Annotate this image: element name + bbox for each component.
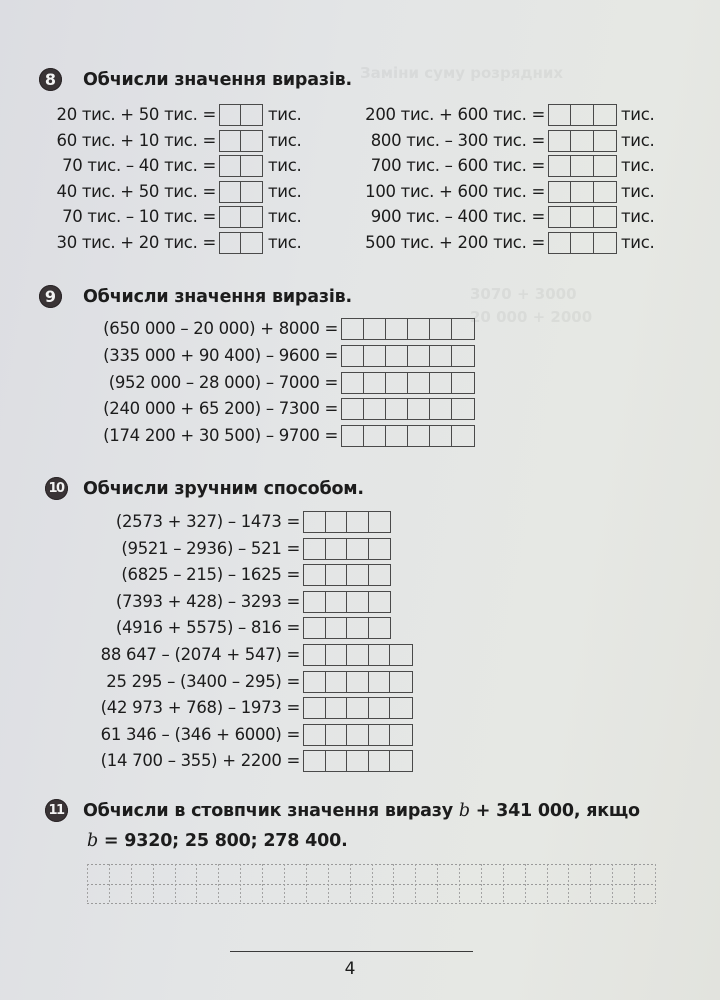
unit-label: тис. <box>268 181 302 201</box>
answer-digit-cell[interactable] <box>571 131 593 151</box>
answer-digit-cell[interactable] <box>326 672 348 692</box>
answer-digit-cell[interactable] <box>347 592 369 612</box>
answer-box[interactable] <box>341 425 475 447</box>
answer-digit-cell[interactable] <box>594 207 616 227</box>
bleed-through-text: Заміни суму розрядних <box>360 64 563 82</box>
expression-text: 800 тис. – 300 тис. = <box>370 130 545 150</box>
answer-digit-cell[interactable] <box>304 565 326 585</box>
expression-text: (7393 + 428) – 3293 = <box>115 591 300 611</box>
expression-text: (174 200 + 30 500) – 9700 = <box>103 426 338 446</box>
expression-text: (6825 – 215) – 1625 = <box>121 565 300 585</box>
answer-digit-cell[interactable] <box>241 131 262 151</box>
answer-digit-cell[interactable] <box>594 233 616 253</box>
answer-digit-cell[interactable] <box>594 131 616 151</box>
answer-digit-cell[interactable] <box>304 539 326 559</box>
variable-b: b <box>458 801 470 821</box>
answer-digit-cell[interactable] <box>326 725 348 745</box>
expression-text: (952 000 – 28 000) – 7000 = <box>108 372 338 392</box>
expression-text: (42 973 + 768) – 1973 = <box>100 698 300 718</box>
expression-text: (335 000 + 90 400) – 9600 = <box>103 345 338 365</box>
answer-box[interactable] <box>303 644 413 666</box>
answer-digit-cell[interactable] <box>326 539 348 559</box>
answer-box[interactable] <box>303 564 391 586</box>
answer-digit-cell[interactable] <box>347 645 369 665</box>
grid-line <box>655 864 656 904</box>
answer-box[interactable] <box>219 232 263 254</box>
answer-box[interactable] <box>303 591 391 613</box>
answer-digit-cell[interactable] <box>390 672 412 692</box>
task-number-badge: 9 <box>39 285 62 308</box>
answer-digit-cell[interactable] <box>304 618 326 638</box>
answer-box[interactable] <box>219 104 263 126</box>
expression-text: 60 тис. + 10 тис. = <box>56 130 216 150</box>
page-number: 4 <box>344 959 356 979</box>
grid-line <box>175 864 176 904</box>
answer-digit-cell[interactable] <box>342 373 364 393</box>
answer-digit-cell[interactable] <box>549 207 571 227</box>
bleed-through-text: 3070 + 3000 <box>470 285 577 303</box>
expression-text: 500 тис. + 200 тис. = <box>365 232 545 252</box>
answer-digit-cell[interactable] <box>326 751 348 771</box>
answer-digit-cell[interactable] <box>347 672 369 692</box>
answer-digit-cell[interactable] <box>369 725 391 745</box>
answer-digit-cell[interactable] <box>364 373 386 393</box>
expression-text: (2573 + 327) – 1473 = <box>115 512 300 531</box>
expression-text: 40 тис. + 50 тис. = <box>56 181 216 201</box>
answer-digit-cell[interactable] <box>390 751 412 771</box>
expression-text: 70 тис. – 40 тис. = <box>62 156 216 175</box>
answer-digit-cell[interactable] <box>342 346 364 366</box>
answer-digit-cell[interactable] <box>549 156 571 176</box>
unit-label: тис. <box>268 207 302 226</box>
grid-line <box>372 864 373 904</box>
answer-digit-cell[interactable] <box>390 725 412 745</box>
answer-digit-cell[interactable] <box>369 618 391 638</box>
answer-digit-cell[interactable] <box>304 751 326 771</box>
answer-digit-cell[interactable] <box>304 698 326 718</box>
grid-line <box>459 864 460 904</box>
grid-line <box>525 864 526 904</box>
answer-box[interactable] <box>303 724 413 746</box>
answer-digit-cell[interactable] <box>452 373 474 393</box>
answer-box[interactable] <box>303 697 413 719</box>
answer-box[interactable] <box>548 104 617 126</box>
task-number-badge: 11 <box>45 799 68 822</box>
answer-digit-cell[interactable] <box>430 319 452 339</box>
grid-line <box>481 864 482 904</box>
answer-digit-cell[interactable] <box>326 698 348 718</box>
task-number-badge: 10 <box>45 477 68 500</box>
answer-digit-cell[interactable] <box>347 751 369 771</box>
answer-digit-cell[interactable] <box>408 319 430 339</box>
task-number-badge: 8 <box>39 68 62 91</box>
task-title: Обчисли значення виразів. <box>83 70 352 90</box>
unit-label: тис. <box>621 232 655 252</box>
answer-box[interactable] <box>303 617 391 639</box>
unit-label: тис. <box>621 181 655 201</box>
answer-digit-cell[interactable] <box>571 233 593 253</box>
expression-text: (4916 + 5575) – 816 = <box>115 618 300 638</box>
answer-digit-cell[interactable] <box>304 725 326 745</box>
unit-label: тис. <box>268 156 302 175</box>
grid-line <box>590 864 591 904</box>
answer-box[interactable] <box>548 232 617 254</box>
expression-text: 70 тис. – 10 тис. = <box>62 207 216 226</box>
grid-line <box>196 864 197 904</box>
answer-digit-cell[interactable] <box>452 346 474 366</box>
answer-digit-cell[interactable] <box>220 131 241 151</box>
answer-digit-cell[interactable] <box>430 399 452 419</box>
answer-digit-cell[interactable] <box>549 105 571 125</box>
answer-digit-cell[interactable] <box>369 565 391 585</box>
grid-line <box>87 864 88 904</box>
task-values-line <box>87 830 348 852</box>
answer-digit-cell[interactable] <box>369 645 391 665</box>
expression-text: (9521 – 2936) – 521 = <box>121 538 300 558</box>
grid-line <box>437 864 438 904</box>
answer-box[interactable] <box>219 206 263 228</box>
values-text: = 9320; 25 800; 278 400. <box>98 831 348 851</box>
task-title: Обчисли значення виразів. <box>83 287 352 307</box>
unit-label: тис. <box>621 105 655 124</box>
grid-line <box>568 864 569 904</box>
grid-line <box>393 864 394 904</box>
answer-digit-cell[interactable] <box>342 426 364 446</box>
task-title <box>83 800 640 822</box>
answer-digit-cell[interactable] <box>549 131 571 151</box>
unit-label: тис. <box>621 130 655 150</box>
answer-digit-cell[interactable] <box>369 539 391 559</box>
unit-label: тис. <box>621 156 655 175</box>
answer-digit-cell[interactable] <box>304 645 326 665</box>
grid-line <box>240 864 241 904</box>
grid-line <box>503 864 504 904</box>
grid-line <box>153 864 154 904</box>
expression-text: 700 тис. – 600 тис. = <box>370 156 545 175</box>
answer-digit-cell[interactable] <box>364 399 386 419</box>
expression-text: 30 тис. + 20 тис. = <box>56 232 216 252</box>
answer-digit-cell[interactable] <box>386 319 408 339</box>
answer-box[interactable] <box>219 155 263 177</box>
bleed-through-text: 20 000 + 2000 <box>470 308 593 326</box>
answer-box[interactable] <box>303 538 391 560</box>
grid-line <box>328 864 329 904</box>
answer-box[interactable] <box>341 318 475 340</box>
answer-box[interactable] <box>548 155 617 177</box>
answer-digit-cell[interactable] <box>364 426 386 446</box>
answer-digit-cell[interactable] <box>347 512 369 532</box>
grid-line <box>306 864 307 904</box>
answer-digit-cell[interactable] <box>571 182 593 202</box>
answer-digit-cell[interactable] <box>386 426 408 446</box>
answer-digit-cell[interactable] <box>571 207 593 227</box>
answer-box[interactable] <box>303 750 413 772</box>
answer-digit-cell[interactable] <box>369 512 391 532</box>
answer-digit-cell[interactable] <box>390 698 412 718</box>
answer-box[interactable] <box>341 398 475 420</box>
expression-text: 200 тис. + 600 тис. = <box>365 105 545 124</box>
answer-digit-cell[interactable] <box>347 618 369 638</box>
expression-text: 61 346 – (346 + 6000) = <box>100 724 300 744</box>
answer-digit-cell[interactable] <box>220 105 241 125</box>
grid-line <box>262 864 263 904</box>
answer-digit-cell[interactable] <box>304 672 326 692</box>
answer-digit-cell[interactable] <box>304 592 326 612</box>
answer-box[interactable] <box>219 130 263 152</box>
expression-text: 20 тис. + 50 тис. = <box>56 105 216 124</box>
answer-digit-cell[interactable] <box>386 346 408 366</box>
answer-digit-cell[interactable] <box>408 346 430 366</box>
answer-digit-cell[interactable] <box>386 399 408 419</box>
grid-line <box>634 864 635 904</box>
answer-box[interactable] <box>341 372 475 394</box>
answer-digit-cell[interactable] <box>241 156 262 176</box>
answer-digit-cell[interactable] <box>342 319 364 339</box>
answer-digit-cell[interactable] <box>452 426 474 446</box>
answer-digit-cell[interactable] <box>369 698 391 718</box>
answer-box[interactable] <box>548 206 617 228</box>
answer-digit-cell[interactable] <box>241 233 262 253</box>
task-title: Обчисли зручним способом. <box>83 479 364 499</box>
grid-line <box>612 864 613 904</box>
answer-digit-cell[interactable] <box>364 346 386 366</box>
answer-digit-cell[interactable] <box>386 373 408 393</box>
answer-digit-cell[interactable] <box>220 233 241 253</box>
answer-digit-cell[interactable] <box>430 346 452 366</box>
answer-digit-cell[interactable] <box>390 645 412 665</box>
answer-digit-cell[interactable] <box>326 645 348 665</box>
grid-line <box>284 864 285 904</box>
answer-digit-cell[interactable] <box>347 725 369 745</box>
answer-digit-cell[interactable] <box>241 207 262 227</box>
answer-digit-cell[interactable] <box>408 426 430 446</box>
unit-label: тис. <box>268 130 302 150</box>
answer-digit-cell[interactable] <box>364 319 386 339</box>
answer-digit-cell[interactable] <box>452 399 474 419</box>
grid-line <box>350 864 351 904</box>
answer-digit-cell[interactable] <box>408 399 430 419</box>
answer-digit-cell[interactable] <box>594 156 616 176</box>
answer-digit-cell[interactable] <box>594 105 616 125</box>
unit-label: тис. <box>268 232 302 252</box>
answer-digit-cell[interactable] <box>342 399 364 419</box>
answer-digit-cell[interactable] <box>430 373 452 393</box>
variable-b: b <box>87 831 99 851</box>
answer-box[interactable] <box>548 181 617 203</box>
answer-box[interactable] <box>219 181 263 203</box>
answer-digit-cell[interactable] <box>326 618 348 638</box>
answer-digit-cell[interactable] <box>369 751 391 771</box>
answer-digit-cell[interactable] <box>347 698 369 718</box>
expression-text: 100 тис. + 600 тис. = <box>365 181 545 201</box>
footer-divider <box>230 951 473 952</box>
answer-digit-cell[interactable] <box>241 105 262 125</box>
answer-digit-cell[interactable] <box>347 539 369 559</box>
unit-label: тис. <box>621 207 655 226</box>
grid-line <box>415 864 416 904</box>
answer-digit-cell[interactable] <box>304 512 326 532</box>
column-calculation-grid[interactable] <box>87 864 656 904</box>
expression-text: 25 295 – (3400 – 295) = <box>106 671 300 691</box>
answer-box[interactable] <box>303 671 413 693</box>
expression-text: 88 647 – (2074 + 547) = <box>100 645 300 664</box>
expression-text: 900 тис. – 400 тис. = <box>370 207 545 226</box>
answer-digit-cell[interactable] <box>220 182 241 202</box>
expression-text: (650 000 – 20 000) + 8000 = <box>103 319 338 338</box>
answer-digit-cell[interactable] <box>430 426 452 446</box>
answer-box[interactable] <box>303 511 391 533</box>
grid-line <box>109 864 110 904</box>
answer-digit-cell[interactable] <box>220 156 241 176</box>
answer-digit-cell[interactable] <box>326 592 348 612</box>
answer-digit-cell[interactable] <box>594 182 616 202</box>
answer-box[interactable] <box>341 345 475 367</box>
unit-label: тис. <box>268 105 302 124</box>
answer-digit-cell[interactable] <box>369 592 391 612</box>
answer-digit-cell[interactable] <box>571 156 593 176</box>
answer-digit-cell[interactable] <box>347 565 369 585</box>
expression-text: (14 700 – 355) + 2200 = <box>100 751 300 771</box>
answer-digit-cell[interactable] <box>326 512 348 532</box>
answer-box[interactable] <box>548 130 617 152</box>
answer-digit-cell[interactable] <box>220 207 241 227</box>
task-title-prefix: Обчисли в стовпчик значення виразу <box>83 801 459 821</box>
answer-digit-cell[interactable] <box>241 182 262 202</box>
grid-line <box>218 864 219 904</box>
task-title-suffix: + 341 000, якщо <box>469 801 640 821</box>
answer-digit-cell[interactable] <box>408 373 430 393</box>
answer-digit-cell[interactable] <box>452 319 474 339</box>
answer-digit-cell[interactable] <box>549 233 571 253</box>
answer-digit-cell[interactable] <box>369 672 391 692</box>
answer-digit-cell[interactable] <box>571 105 593 125</box>
answer-digit-cell[interactable] <box>326 565 348 585</box>
grid-line <box>547 864 548 904</box>
grid-line <box>131 864 132 904</box>
answer-digit-cell[interactable] <box>549 182 571 202</box>
expression-text: (240 000 + 65 200) – 7300 = <box>103 399 338 419</box>
